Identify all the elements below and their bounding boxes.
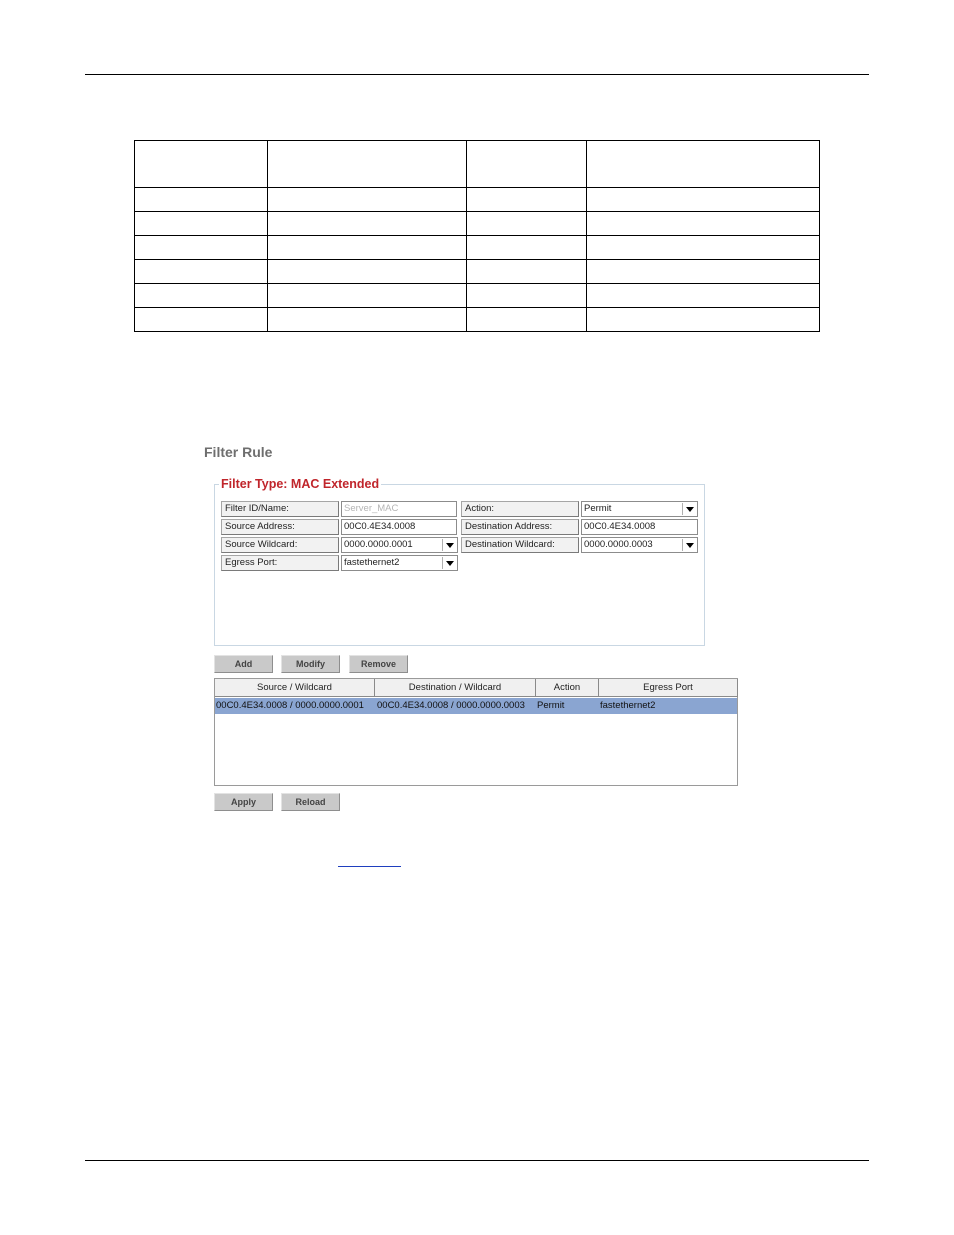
- source-wildcard-select[interactable]: [341, 537, 458, 553]
- egress-port-label: Egress Port:: [221, 555, 339, 571]
- chevron-down-icon[interactable]: [682, 539, 696, 551]
- table-row: [135, 212, 820, 236]
- hyperlink-underline[interactable]: [338, 866, 401, 867]
- reload-button[interactable]: Reload: [281, 793, 340, 811]
- destination-address-label: Destination Address:: [461, 519, 579, 535]
- chevron-down-icon[interactable]: [442, 557, 456, 569]
- source-wildcard-label: Source Wildcard:: [221, 537, 339, 553]
- modify-button[interactable]: Modify: [281, 655, 340, 673]
- column-header-source[interactable]: Source / Wildcard: [215, 679, 375, 697]
- filter-rules-grid: [214, 678, 738, 786]
- cell-source: 00C0.4E34.0008 / 0000.0000.0001: [216, 700, 364, 711]
- action-label: Action:: [461, 501, 579, 517]
- footer-rule: [85, 1160, 869, 1161]
- action-select[interactable]: [581, 501, 698, 517]
- source-address-label: Source Address:: [221, 519, 339, 535]
- add-button[interactable]: Add: [214, 655, 273, 673]
- cell-destination: 00C0.4E34.0008 / 0000.0000.0003: [377, 700, 525, 711]
- filter-id-label: Filter ID/Name:: [221, 501, 339, 517]
- filter-id-input[interactable]: Server_MAC: [341, 501, 457, 517]
- cell-action: Permit: [537, 700, 565, 711]
- destination-wildcard-label: Destination Wildcard:: [461, 537, 579, 553]
- remove-button[interactable]: Remove: [349, 655, 408, 673]
- table-row: [135, 141, 820, 188]
- egress-port-select[interactable]: [341, 555, 458, 571]
- apply-button[interactable]: Apply: [214, 793, 273, 811]
- document-table: [134, 140, 820, 332]
- chevron-down-icon[interactable]: [682, 503, 696, 515]
- action-value: Permit: [584, 503, 612, 514]
- destination-wildcard-value: 0000.0000.0003: [584, 539, 653, 550]
- table-row: [135, 236, 820, 260]
- table-row: [135, 260, 820, 284]
- table-row: [135, 188, 820, 212]
- chevron-down-icon[interactable]: [442, 539, 456, 551]
- destination-address-input[interactable]: 00C0.4E34.0008: [581, 519, 698, 535]
- cell-egress-port: fastethernet2: [600, 700, 656, 711]
- table-row: [135, 284, 820, 308]
- destination-wildcard-select[interactable]: [581, 537, 698, 553]
- column-header-egress-port[interactable]: Egress Port: [599, 679, 738, 697]
- egress-port-value: fastethernet2: [344, 557, 400, 568]
- source-wildcard-value: 0000.0000.0001: [344, 539, 413, 550]
- filter-type-legend: Filter Type: MAC Extended: [221, 477, 380, 491]
- column-header-destination[interactable]: Destination / Wildcard: [375, 679, 536, 697]
- table-row[interactable]: [215, 698, 737, 714]
- source-address-input[interactable]: 00C0.4E34.0008: [341, 519, 457, 535]
- filter-rule-heading: Filter Rule: [204, 444, 273, 460]
- table-row: [135, 308, 820, 332]
- column-header-action[interactable]: Action: [536, 679, 599, 697]
- header-rule: [85, 74, 869, 75]
